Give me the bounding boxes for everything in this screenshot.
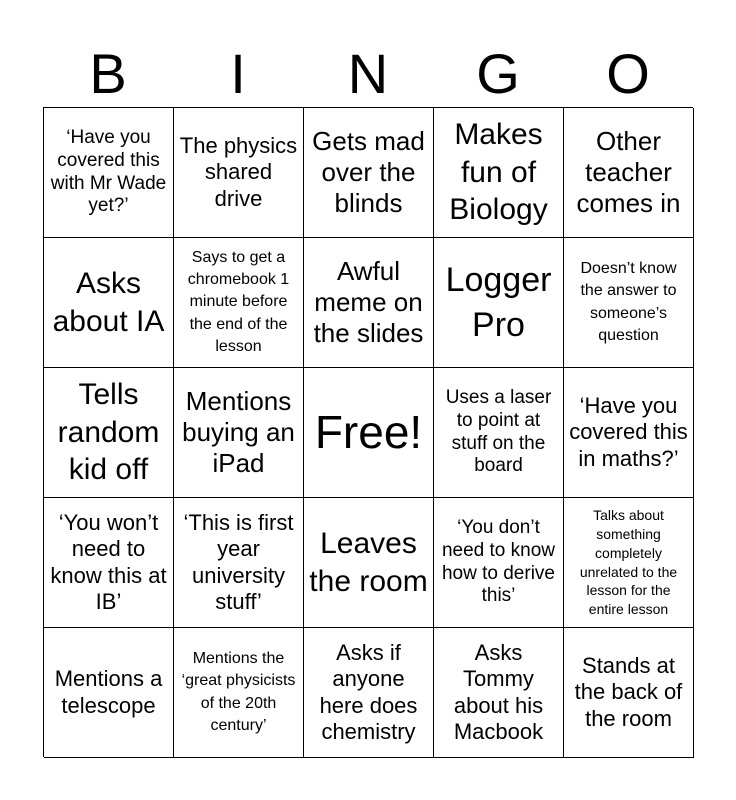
bingo-cell-r1-c1[interactable]: ‘Have you covered this with Mr Wade yet?’ [44,108,174,238]
bingo-cell-r1-c5[interactable]: Other teacher comes in [564,108,694,238]
bingo-cell-r1-c2[interactable]: The physics shared drive [174,108,304,238]
bingo-cell-r1-c4[interactable]: Makes fun of Biology [434,108,564,238]
bingo-cell-r4-c2[interactable]: ‘This is first year university stuff’ [174,498,304,628]
bingo-cell-r3-c4[interactable]: Uses a laser to point at stuff on the board [434,368,564,498]
header-letter-g: G [476,42,520,105]
bingo-cell-r4-c4[interactable]: ‘You don’t need to know how to derive this’ [434,498,564,628]
bingo-header [43,42,693,106]
bingo-cell-r5-c5[interactable]: Stands at the back of the room [564,628,694,758]
bingo-cell-r4-c1[interactable]: ‘You won’t need to know this at IB’ [44,498,174,628]
bingo-board [43,107,693,757]
bingo-cell-r2-c1[interactable]: Asks about IA [44,238,174,368]
bingo-cell-r5-c4[interactable]: Asks Tommy about his Macbook [434,628,564,758]
bingo-cell-r4-c3[interactable]: Leaves the room [304,498,434,628]
bingo-cell-r2-c2[interactable]: Says to get a chromebook 1 minute before the end of the lesson [174,238,304,368]
bingo-cell-r5-c3[interactable]: Asks if anyone here does chemistry [304,628,434,758]
bingo-cell-r3-c1[interactable]: Tells random kid off [44,368,174,498]
header-letter-o: O [606,42,650,105]
header-letter-b: B [89,42,127,105]
bingo-cell-r2-c3[interactable]: Awful meme on the slides [304,238,434,368]
bingo-cell-r3-c3-free[interactable]: Free! [304,368,434,498]
bingo-cell-r5-c2[interactable]: Mentions the ‘great physicists of the 20th century’ [174,628,304,758]
bingo-cell-r4-c5[interactable]: Talks about something completely unrelated to the lesson for the entire lesson [564,498,694,628]
header-letter-i: I [230,42,246,105]
header-letter-n: N [347,42,389,105]
bingo-cell-r1-c3[interactable]: Gets mad over the blinds [304,108,434,238]
bingo-cell-r2-c5[interactable]: Doesn’t know the answer to someone’s question [564,238,694,368]
bingo-cell-r3-c2[interactable]: Mentions buying an iPad [174,368,304,498]
bingo-cell-r2-c4[interactable]: Logger Pro [434,238,564,368]
bingo-cell-r3-c5[interactable]: ‘Have you covered this in maths?’ [564,368,694,498]
bingo-cell-r5-c1[interactable]: Mentions a telescope [44,628,174,758]
